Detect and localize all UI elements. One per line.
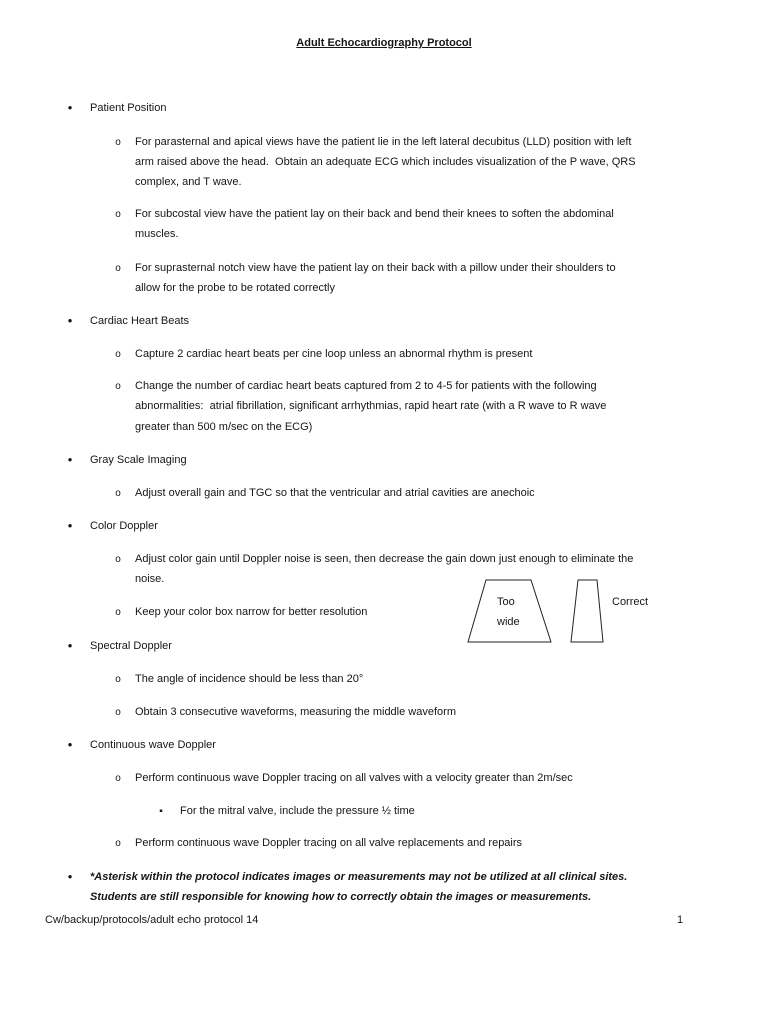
sub-bullet-marker: [112, 344, 124, 364]
item-text-line: Perform continuous wave Doppler tracing on all valve replacements and repairs: [135, 837, 523, 849]
sub-bullet-marker: [112, 483, 124, 503]
section-heading-gray-scale-imaging: Gray Scale Imaging: [90, 454, 187, 466]
item-text-line: Adjust overall gain and TGC so that the ventricular and atrial cavities are anechoic: [135, 487, 535, 499]
square-bullet-marker: [155, 801, 167, 821]
item-text-line: arm raised above the head. Obtain an adequate ECG which includes visualization of the P wave, QRS: [135, 156, 636, 168]
sub-bullet-marker: [112, 669, 124, 689]
bullet-marker: [64, 636, 76, 656]
item-text-line: allow for the probe to be rotated correctly: [135, 282, 335, 294]
section-heading-patient-position: Patient Position: [90, 102, 167, 114]
section-heading-cardiac-heart-beats: Cardiac Heart Beats: [90, 315, 190, 327]
bullet-marker: [64, 516, 76, 536]
sub-bullet-marker: [112, 258, 124, 278]
bullet-marker: [64, 450, 76, 470]
item-text-line: Keep your color box narrow for better resolution: [135, 606, 368, 618]
sub-bullet-marker: [112, 376, 124, 396]
section-heading-color-doppler: Color Doppler: [90, 520, 158, 532]
section-heading-continuous-wave-doppler: Continuous wave Doppler: [90, 739, 216, 751]
item-text-line: For suprasternal notch view have the patient lay on their back with a pillow under their shoulders to: [135, 262, 616, 274]
sub-bullet-marker: [112, 768, 124, 788]
sub-bullet-marker: [112, 549, 124, 569]
sub-bullet-marker: [112, 602, 124, 622]
item-text-line: Change the number of cardiac heart beats captured from 2 to 4-5 for patients with the following: [135, 380, 597, 392]
item-text-line: Obtain 3 consecutive waveforms, measuring the middle waveform: [135, 706, 456, 718]
sub-bullet-marker: [112, 204, 124, 224]
sub-bullet-marker: [112, 702, 124, 722]
too-wide-label-line-1: Too: [497, 596, 515, 608]
bullet-marker: [64, 98, 76, 118]
correct-label: Correct: [612, 596, 649, 608]
item-text-line: Capture 2 cardiac heart beats per cine loop unless an abnormal rhythm is present: [135, 348, 533, 360]
item-text-line: The angle of incidence should be less than 20°: [135, 673, 364, 685]
page-number: 1: [677, 914, 684, 926]
footer-file-path: Cw/backup/protocols/adult echo protocol 14: [45, 914, 259, 926]
document-title: Adult Echocardiography Protocol: [296, 37, 472, 49]
sub-bullet-marker: [112, 132, 124, 152]
item-text-line: muscles.: [135, 228, 179, 240]
bullet-marker: [64, 735, 76, 755]
bullet-marker: [64, 311, 76, 331]
item-text-line: greater than 500 m/sec on the ECG): [135, 421, 313, 433]
item-text-line: Perform continuous wave Doppler tracing on all valves with a velocity greater than 2m/sec: [135, 772, 573, 784]
sub-bullet-marker: [112, 833, 124, 853]
item-text-line: abnormalities: atrial fibrillation, significant arrhythmias, rapid heart rate (with a R wave to R wave: [135, 400, 607, 412]
footnote-line: Students are still responsible for knowing how to correctly obtain the images or measurements.: [90, 891, 592, 903]
bullet-marker: [64, 867, 76, 887]
item-text-line: complex, and T wave.: [135, 176, 242, 188]
section-heading-spectral-doppler: Spectral Doppler: [90, 640, 172, 652]
item-text-line: For parasternal and apical views have the patient lie in the left lateral decubitus (LLD) position with left: [135, 136, 632, 148]
item-text-line: For subcostal view have the patient lay on their back and bend their knees to soften the abdominal: [135, 208, 614, 220]
subitem-text-line: For the mitral valve, include the pressure ½ time: [180, 805, 415, 817]
item-text-line: noise.: [135, 573, 165, 585]
too-wide-label-line-2: wide: [497, 616, 520, 628]
correct-color-box-shape: [571, 580, 603, 642]
item-text-line: Adjust color gain until Doppler noise is seen, then decrease the gain down just enough to eliminate the: [135, 553, 634, 565]
footnote-line: *Asterisk within the protocol indicates images or measurements may not be utilized at all clinical sites.: [90, 871, 628, 883]
color-box-diagram: [460, 575, 610, 647]
